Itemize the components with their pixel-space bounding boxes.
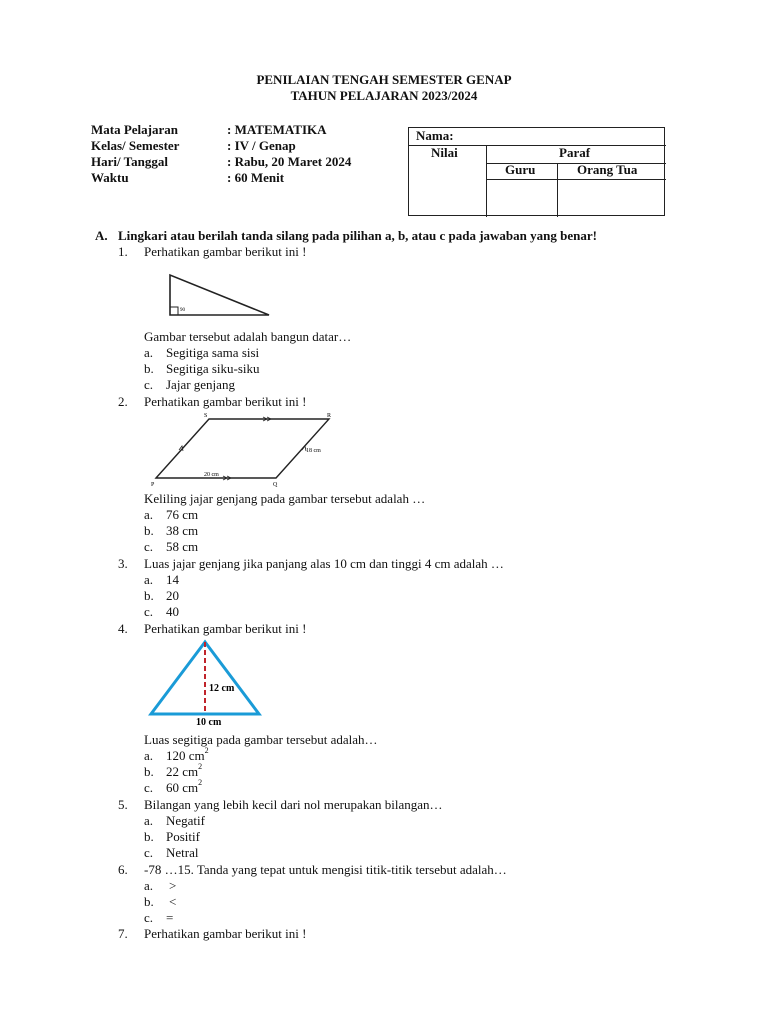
question-text: Luas jajar genjang jika panjang alas 10 cm dan tinggi 4 cm adalah … (144, 556, 504, 571)
option-text: 60 $cm^2$ (166, 778, 203, 795)
question-number: 6. (118, 862, 128, 877)
name-field-label: Nama: (416, 128, 454, 143)
option-letter: b. (144, 588, 154, 603)
score-header: Nilai (431, 145, 458, 160)
option-letter: a. (144, 507, 154, 522)
vertex-label-s: S (204, 413, 208, 419)
option-text: Segitiga sama sisi (166, 345, 260, 360)
option-text: Positif (166, 829, 200, 844)
vertex-label-p: P (151, 482, 155, 488)
exam-year: TAHUN PELAJARAN 2023/2024 (290, 88, 478, 103)
teacher-header: Guru (505, 162, 536, 177)
score-signature-table (408, 127, 665, 216)
info-label-subject: Mata Pelajaran (91, 122, 179, 137)
option-text: = (166, 910, 174, 925)
side-length-label: 18 cm (306, 448, 321, 454)
option-letter: a. (144, 813, 154, 828)
option-text: Jajar genjang (166, 377, 235, 392)
question-text: Perhatikan gambar berikut ini ! (144, 621, 307, 636)
option-text: 22 $cm^2$ (166, 762, 203, 779)
table-divider (486, 145, 487, 217)
table-divider (486, 179, 666, 180)
option-text: Negatif (166, 813, 205, 828)
angle-label: 90 (180, 308, 185, 313)
option-letter: c. (144, 845, 154, 860)
parallelogram-figure (146, 410, 342, 490)
option-text: 58 cm (166, 539, 199, 554)
option-letter: a. (144, 572, 154, 587)
info-label-date: Hari/ Tanggal (91, 154, 168, 169)
option-text: Segitiga siku-siku (166, 361, 260, 376)
question-number: 1. (118, 244, 128, 259)
info-value-class: : IV / Genap (227, 138, 296, 153)
signature-header: Paraf (559, 145, 591, 160)
vertex-label-r: R (327, 413, 332, 419)
option-letter: c. (144, 539, 154, 554)
option-text: 38 cm (166, 523, 199, 538)
option-text: 76 cm (166, 507, 199, 522)
base-label: 10 cm (196, 717, 222, 728)
question-number: 2. (118, 394, 128, 409)
option-letter: a. (144, 345, 154, 360)
question-stem: Keliling jajar genjang pada gambar tersebut adalah … (144, 491, 426, 506)
option-text: Netral (166, 845, 199, 860)
question-text: Perhatikan gambar berikut ini ! (144, 926, 307, 941)
option-letter: c. (144, 604, 154, 619)
right-angle-marker (170, 307, 178, 315)
parent-header: Orang Tua (577, 162, 638, 177)
option-letter: b. (144, 361, 154, 376)
info-value-date: : Rabu, 20 Maret 2024 (227, 154, 352, 169)
right-triangle-figure (165, 269, 275, 319)
option-letter: b. (144, 829, 154, 844)
option-letter: a. (144, 878, 154, 893)
question-number: 3. (118, 556, 128, 571)
option-text: < (169, 894, 177, 909)
table-divider (557, 163, 558, 217)
info-label-class: Kelas/ Semester (91, 138, 180, 153)
option-letter: b. (144, 764, 154, 779)
option-text: 14 (166, 572, 179, 587)
question-stem: Gambar tersebut adalah bangun datar… (144, 329, 352, 344)
info-value-time: : 60 Menit (227, 170, 285, 185)
question-stem: Luas segitiga pada gambar tersebut adalah… (144, 732, 378, 747)
section-instruction: Lingkari atau berilah tanda silang pada pilihan a, b, atau c pada jawaban yang benar! (118, 228, 597, 243)
base-length-label: 20 cm (204, 472, 219, 478)
option-letter: c. (144, 910, 154, 925)
question-text: Bilangan yang lebih kecil dari nol merupakan bilangan… (144, 797, 443, 812)
question-number: 7. (118, 926, 128, 941)
exam-title: PENILAIAN TENGAH SEMESTER GENAP (256, 72, 512, 87)
vertex-label-q: Q (273, 482, 278, 488)
option-text: 120 $cm^2$ (166, 746, 209, 763)
option-text: > (169, 878, 177, 893)
info-value-subject: : MATEMATIKA (227, 122, 327, 137)
option-letter: a. (144, 748, 154, 763)
question-text: -78 …15. Tanda yang tepat untuk mengisi titik-titik tersebut adalah… (144, 862, 507, 877)
question-number: 5. (118, 797, 128, 812)
info-label-time: Waktu (91, 170, 129, 185)
section-letter: A. (95, 228, 108, 243)
isosceles-triangle-figure (146, 637, 270, 729)
option-letter: c. (144, 780, 154, 795)
option-letter: b. (144, 894, 154, 909)
question-text: Perhatikan gambar berikut ini ! (144, 244, 307, 259)
option-letter: c. (144, 377, 154, 392)
question-text: Perhatikan gambar berikut ini ! (144, 394, 307, 409)
height-label: 12 cm (209, 683, 235, 694)
option-text: 20 (166, 588, 179, 603)
question-number: 4. (118, 621, 128, 636)
option-letter: b. (144, 523, 154, 538)
option-text: 40 (166, 604, 179, 619)
